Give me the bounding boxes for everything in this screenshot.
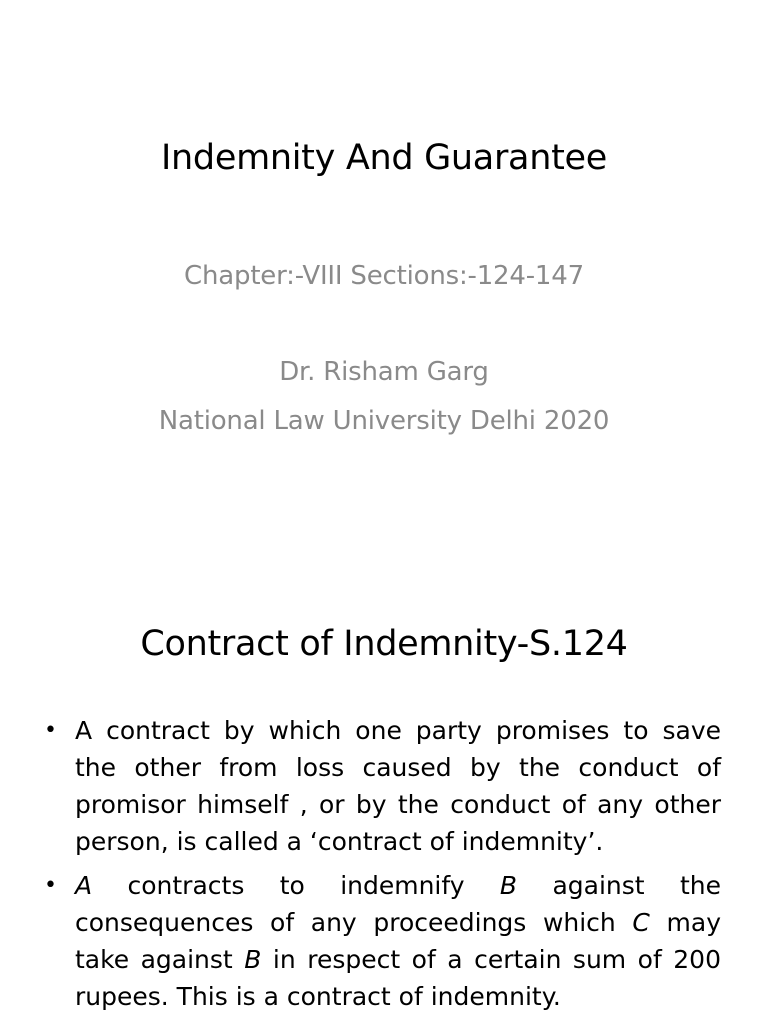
author-name: Dr. Risham Garg (279, 357, 489, 387)
author-block (0, 348, 768, 446)
chapter-subtitle (0, 252, 768, 301)
bullet-icon: • (44, 873, 57, 898)
bullet-icon: • (44, 718, 57, 743)
party-b: B (499, 871, 518, 900)
bullet-text: may take against (75, 908, 721, 974)
bullet-text: in respect of a certain sum of 200 rupees. This is a contract of indemnity. (75, 945, 721, 1011)
party-c: C (632, 908, 650, 937)
content-slide (0, 576, 768, 1024)
bullet-text: contracts to indemnify (92, 871, 500, 900)
bullet-text: against the consequences of any proceedings which (75, 871, 721, 937)
bullet-list (44, 712, 721, 1022)
slide-title: Indemnity And Guarantee (161, 138, 607, 178)
chapter-line: Chapter:-VIII Sections:-124-147 (184, 261, 584, 291)
bullet-item (44, 867, 721, 1015)
bullet-text: A contract by which one party promises to save the other from loss caused by the conduct of promisor himself , or by the conduct of any other person, is called a ‘contract of indemnity’. (75, 716, 721, 856)
slide-title: Contract of Indemnity-S.124 (140, 624, 628, 664)
bullet-item (44, 712, 721, 860)
party-b: B (244, 945, 262, 974)
party-a: A (75, 871, 93, 900)
institution-name: National Law University Delhi 2020 (158, 406, 610, 436)
